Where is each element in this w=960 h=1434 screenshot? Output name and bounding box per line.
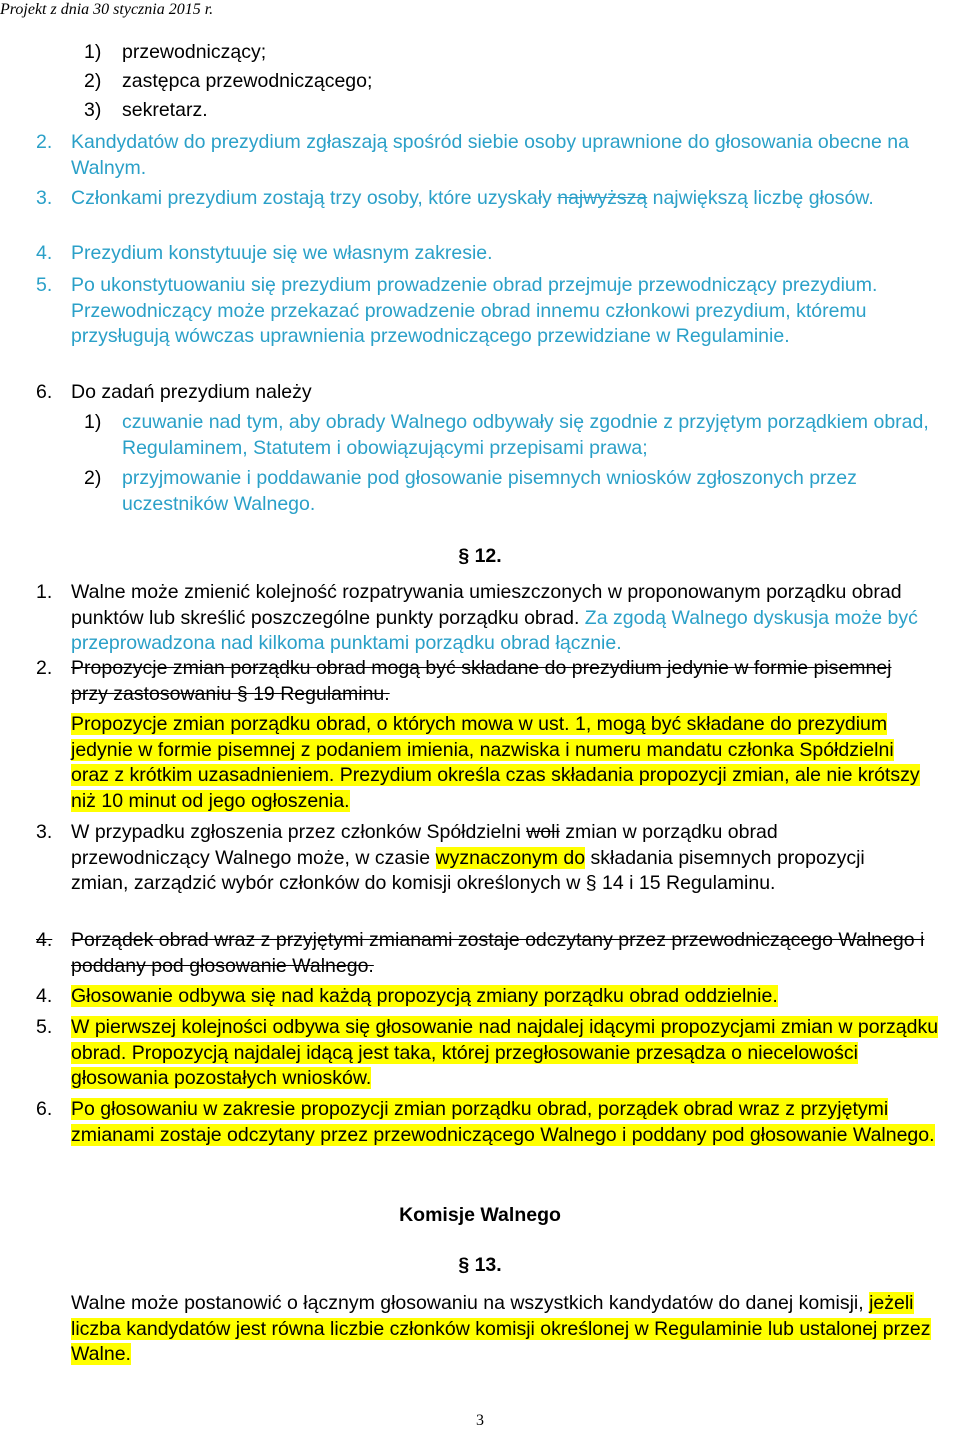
deleted-text: Propozycje zmian porządku obrad mogą być składane do prezydium jedynie w formie pisemnej przy zastosowaniu § 19 Regulaminu. — [71, 657, 892, 705]
list-number: 2) — [84, 467, 102, 489]
paragraph-number: 2. — [36, 131, 53, 153]
text-run: przyjmowanie i poddawanie pod głosowanie pisemnych wniosków zgłoszonych przez uczestników Walnego. — [122, 467, 857, 515]
paragraph-text — [71, 186, 951, 212]
deleted-text: Porządek obrad wraz z przyjętymi zmianami zostaje odczytany przez przewodniczącego Walnego i poddany pod głosowanie Walnego. — [71, 929, 925, 977]
paragraph-text — [71, 820, 891, 897]
paragraph-number: 5. — [36, 1016, 53, 1038]
list-item-text: sekretarz. — [122, 99, 208, 121]
highlighted-text: jeżeli liczba kandydatów jest równa liczbie członków komisji określonej w Regulaminie lub ustalonej przez Walne. — [71, 1292, 931, 1365]
highlighted-text: Propozycje zmian porządku obrad, o których mowa w ust. 1, mogą być składane do prezydium jedynie w formie pisemnej z podaniem imienia, nazwiska i numeru mandatu członka Spółdzielni oraz z krótkim uzasadnieniem. Prezydium określa czas składania propozycji zmian, ale nie krótszy niż 10 minut od jego ogłoszenia. — [71, 713, 920, 812]
list-item-text: przewodniczący; — [122, 41, 267, 63]
paragraph-number: 6. — [36, 1098, 53, 1120]
text-run: zmian w porządku obrad przewodniczący Walnego może, w czasie — [71, 821, 778, 869]
chapter-heading: Komisje Walnego — [399, 1204, 561, 1226]
list-number: 3) — [84, 99, 102, 121]
list-number: 2) — [84, 70, 102, 92]
text-run: Przewodniczący może przekazać prowadzenie obrad innemu członkowi prezydium, któremu przysługują wówczas uprawnienia przewodniczącego przewidziane w Regulaminie. — [71, 299, 867, 347]
paragraph-number: 1. — [36, 581, 53, 603]
text-run: Za zgodą Walnego dyskusja może być przeprowadzona nad kilkoma punktami porządku obrad łącznie. — [71, 606, 918, 654]
highlighted-text: Głosowanie odbywa się nad każdą propozycją zmiany porządku obrad oddzielnie. — [71, 985, 778, 1007]
text-run: czuwanie nad tym, aby obrady Walnego odbywały się zgodnie z przyjętym porządkiem obrad, Regulaminem, Statutem i obowiązującymi przepisami prawa; — [122, 411, 929, 459]
paragraph-number: 6. — [36, 381, 53, 403]
list-number: 1) — [84, 41, 102, 63]
text-run: Walne może zmienić kolejność rozpatrywania umieszczonych w proponowanym porządku obrad punktów lub skreślić poszczególne punkty porządku obrad. — [71, 581, 902, 629]
page-number: 3 — [476, 1412, 484, 1429]
paragraph-text — [71, 1291, 951, 1368]
inserted-text: największą — [652, 187, 748, 209]
inserted-paragraph — [71, 712, 926, 814]
deleted-text: najwyższą — [557, 187, 648, 209]
text-run: składania pisemnych propozycji zmian, zarządzić wybór członków do komisji określonych w § 14 i 15 Regulaminu. — [71, 846, 865, 894]
section-heading: § 12. — [458, 545, 502, 567]
paragraph-number: 5. — [36, 274, 53, 296]
document-header: Projekt z dnia 30 stycznia 2015 r. — [0, 1, 214, 18]
list-item-text — [122, 466, 958, 517]
list-item-text: zastępca przewodniczącego; — [122, 70, 373, 92]
deleted-number: 4. — [36, 929, 53, 951]
paragraph-text: Kandydatów do prezydium zgłaszają spośród siebie osoby uprawnione do głosowania obecne na Walnym. — [71, 131, 909, 179]
text-run: liczbę głosów. — [748, 187, 874, 209]
paragraph-number: 2. — [36, 657, 53, 679]
paragraph-text — [71, 1015, 955, 1092]
paragraph-text — [71, 984, 955, 1010]
highlighted-text: Po głosowaniu w zakresie propozycji zmian porządku obrad, porządek obrad wraz z przyjętymi zmianami zostaje odczytany przez przewodniczącego Walnego i poddany pod głosowanie Walnego. — [71, 1098, 935, 1146]
list-number: 1) — [84, 411, 102, 433]
paragraph-number: 4. — [36, 985, 53, 1007]
highlighted-text: wyznaczonym do — [435, 846, 586, 869]
text-run: Po ukonstytuowaniu się prezydium prowadzenie obrad przejmuje przewodniczący prezydium. — [71, 274, 878, 296]
text-run: W przypadku zgłoszenia przez członków Spółdzielni — [71, 821, 527, 843]
list-item-text — [122, 410, 958, 461]
text-run: Członkami prezydium zostają trzy osoby, które uzyskały — [71, 187, 558, 209]
paragraph-text — [71, 273, 951, 350]
paragraph-number: 3. — [36, 821, 53, 843]
text-run: Walne może postanowić o łącznym głosowaniu na wszystkich kandydatów do danej komisji, — [71, 1292, 870, 1314]
section-heading: § 13. — [458, 1254, 502, 1276]
paragraph-text — [71, 1097, 955, 1148]
paragraph-text: Prezydium konstytuuje się we własnym zakresie. — [71, 242, 493, 264]
paragraph-number: 4. — [36, 242, 53, 264]
paragraph-text: Do zadań prezydium należy — [71, 381, 312, 403]
highlighted-text: W pierwszej kolejności odbywa się głosowanie nad najdalej idącymi propozycjami zmian w porządku obrad. Propozycją najdalej idącą jest taka, której przegłosowanie przesądza o niecelowości głosowania pozostałych wniosków. — [71, 1016, 939, 1089]
deleted-text: woli — [526, 821, 560, 843]
paragraph-number: 3. — [36, 187, 53, 209]
paragraph-text — [71, 580, 955, 657]
